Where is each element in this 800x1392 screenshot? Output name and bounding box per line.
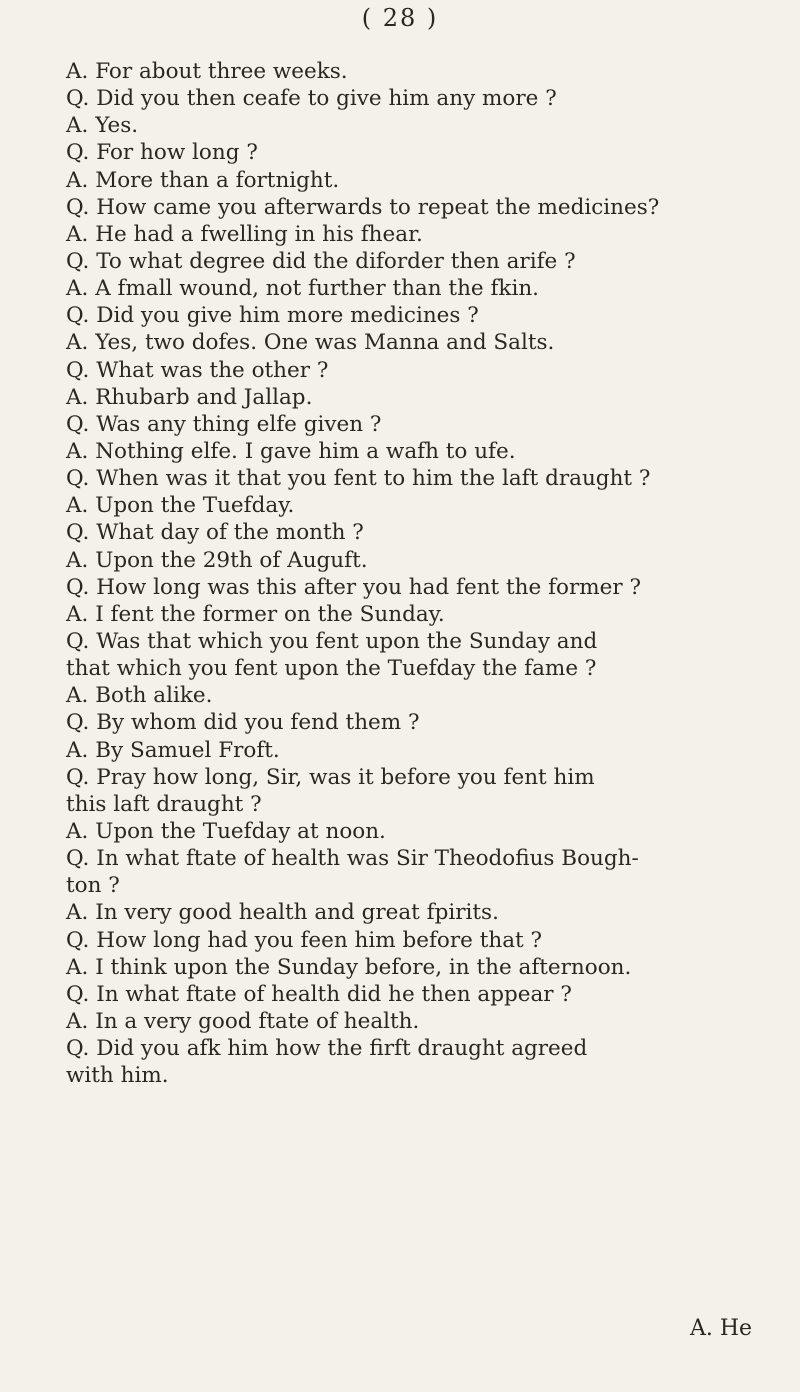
text-line: Q. Was that which you fent upon the Sunday and bbox=[66, 628, 598, 654]
catchword: A. He bbox=[690, 1316, 753, 1341]
text-line: A. Upon the Tuefday. bbox=[66, 493, 295, 519]
text-line: A. In a very good ftate of health. bbox=[66, 1008, 420, 1034]
text-line: A. Both alike. bbox=[66, 683, 213, 709]
text-line: Q. Pray how long, Sir, was it before you fent him bbox=[66, 764, 595, 790]
text-line: Q. What was the other ? bbox=[66, 357, 329, 383]
text-line: A. Upon the Tuefday at noon. bbox=[66, 818, 386, 844]
text-line: A. Rhubarb and Jallap. bbox=[66, 384, 313, 410]
text-line: Q. Was any thing elfe given ? bbox=[66, 411, 382, 437]
text-line: A. I think upon the Sunday before, in the afternoon. bbox=[66, 954, 632, 980]
page-number: ( 28 ) bbox=[361, 4, 439, 32]
text-line: Q. How came you afterwards to repeat the medicines? bbox=[66, 194, 660, 220]
text-line: Q. When was it that you fent to him the laft draught ? bbox=[66, 466, 651, 492]
text-line: A. More than a fortnight. bbox=[66, 167, 340, 193]
text-line: Q. In what ftate of health did he then appear ? bbox=[66, 981, 572, 1007]
text-line: Q. What day of the month ? bbox=[66, 520, 364, 546]
text-line: A. Upon the 29th of Auguft. bbox=[66, 547, 368, 573]
text-line: that which you fent upon the Tuefday the fame ? bbox=[66, 656, 597, 682]
text-line: A. A fmall wound, not further than the fkin. bbox=[66, 276, 540, 302]
text-line: Q. By whom did you fend them ? bbox=[66, 710, 420, 736]
text-line: A. In very good health and great fpirits. bbox=[66, 900, 499, 926]
text-line: Q. Did you afk him how the firft draught agreed bbox=[66, 1036, 588, 1062]
text-line: Q. How long was this after you had fent the former ? bbox=[66, 574, 641, 600]
text-line: Q. Did you then ceafe to give him any more ? bbox=[66, 86, 557, 112]
text-line: A. I fent the former on the Sunday. bbox=[66, 601, 445, 627]
text-line: Q. Did you give him more medicines ? bbox=[66, 303, 479, 329]
text-line: Q. In what ftate of health was Sir Theodofius Bough- bbox=[66, 846, 639, 872]
text-line: A. For about three weeks. bbox=[66, 59, 348, 84]
text-line: Q. For how long ? bbox=[66, 140, 258, 166]
text-line: A. Yes, two dofes. One was Manna and Salts. bbox=[66, 330, 555, 356]
testimony-text bbox=[66, 58, 766, 1089]
text-line: A. By Samuel Froft. bbox=[66, 737, 280, 763]
text-line: with him. bbox=[66, 1063, 169, 1089]
text-line: Q. How long had you feen him before that ? bbox=[66, 927, 543, 953]
text-line: A. He had a fwelling in his fhear. bbox=[66, 221, 423, 247]
text-line: A. Yes. bbox=[66, 113, 139, 139]
text-line: this laft draught ? bbox=[66, 791, 262, 817]
text-line: Q. To what degree did the diforder then arife ? bbox=[66, 248, 576, 274]
text-line: ton ? bbox=[66, 873, 120, 899]
text-line: A. Nothing elfe. I gave him a wafh to ufe. bbox=[66, 438, 516, 464]
